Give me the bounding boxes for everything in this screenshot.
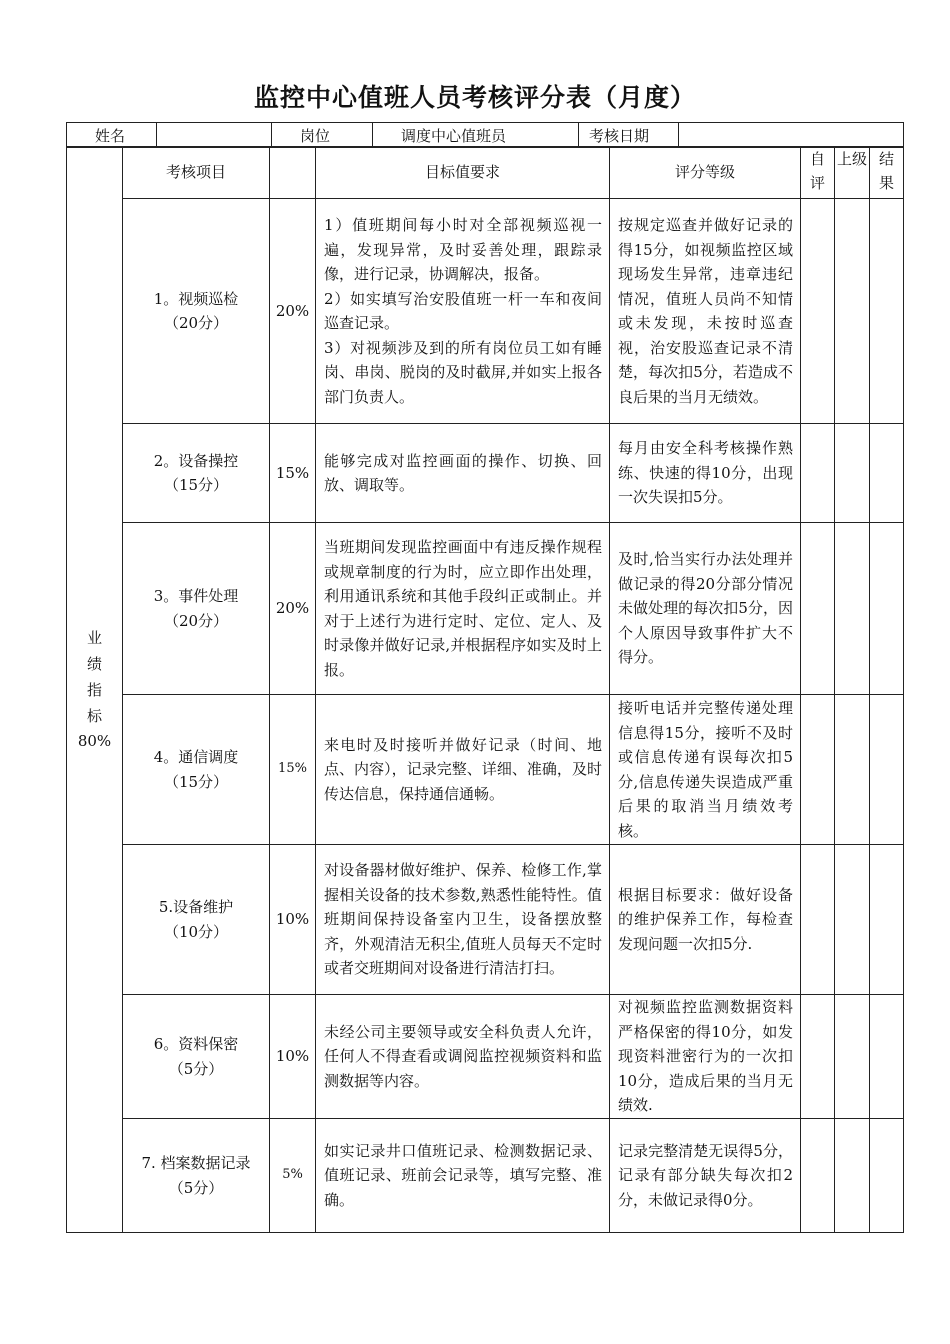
col-superior: 上级 (835, 147, 870, 199)
weight-cell: 15% (270, 695, 316, 845)
item-points: （20分） (163, 314, 229, 332)
weight-cell: 20% (270, 199, 316, 424)
superior-score-cell[interactable] (835, 995, 870, 1119)
date-label: 考核日期 (579, 123, 679, 148)
self-score-cell[interactable] (801, 523, 835, 695)
post-label: 岗位 (272, 123, 373, 148)
self-score-cell[interactable] (801, 995, 835, 1119)
self-score-cell[interactable] (801, 695, 835, 845)
table-row (67, 695, 904, 845)
category-weight: 80% (77, 732, 112, 751)
result-cell[interactable] (870, 995, 904, 1119)
item-points: （10分） (163, 922, 229, 941)
item-name: 7. 档案数据记录 (141, 1154, 251, 1172)
header-table (66, 122, 904, 148)
superior-score-cell[interactable] (835, 424, 870, 523)
item-name: 4。通信调度 (153, 748, 239, 766)
col-weight (270, 147, 316, 199)
name-field[interactable] (157, 123, 272, 148)
col-result: 结果 (870, 147, 904, 199)
item-points: （20分） (163, 611, 229, 630)
weight-cell: 10% (270, 995, 316, 1119)
result-cell[interactable] (870, 695, 904, 845)
target-cell: 来电时及时接听并做好记录（时间、地点、内容），记录完整、详细、准确，及时传达信息，保持通信通畅。 (316, 695, 610, 845)
target-cell: 能够完成对监控画面的操作、切换、回放、调取等。 (316, 424, 610, 523)
target-cell: 当班期间发现监控画面中有违反操作规程或规章制度的行为时，应立即作出处理，利用通讯系统和其他手段纠正或制止。并对于上述行为进行定时、定位、定人、及时录像并做好记录,并根据程序如实及时上报。 (316, 523, 610, 695)
superior-score-cell[interactable] (835, 523, 870, 695)
item-name: 3。事件处理 (153, 587, 239, 605)
assessment-table (66, 146, 904, 1233)
item-points: （15分） (163, 476, 229, 494)
weight-cell: 20% (270, 523, 316, 695)
table-row (67, 199, 904, 424)
grade-cell: 每月由安全科考核操作熟练、快速的得10分，出现一次失误扣5分。 (610, 424, 801, 523)
item-cell (123, 845, 270, 995)
date-field[interactable] (679, 123, 904, 148)
grade-cell: 接听电话并完整传递处理信息得15分，接听不及时或信息传递有误每次扣5分,信息传递失误造成严重后果的取消当月绩效考核。 (610, 695, 801, 845)
item-cell (123, 1119, 270, 1233)
self-score-cell[interactable] (801, 199, 835, 424)
item-name: 5.设备维护 (158, 898, 234, 916)
table-row (67, 1119, 904, 1233)
item-cell (123, 695, 270, 845)
target-cell: 对设备器材做好维护、保养、检修工作,掌握相关设备的技术参数,熟悉性能特性。值班期间保持设备室内卫生，设备摆放整齐，外观清洁无积尘,值班人员每天不定时或者交班期间对设备进行清洁打扫。 (316, 845, 610, 995)
col-target: 目标值要求 (316, 147, 610, 199)
item-cell (123, 523, 270, 695)
item-points: （5分） (168, 1059, 224, 1078)
result-cell[interactable] (870, 199, 904, 424)
grade-cell: 根据目标要求：做好设备的维护保养工作，每检查发现问题一次扣5分. (610, 845, 801, 995)
item-points: （15分） (163, 772, 229, 791)
table-row (67, 995, 904, 1119)
self-score-cell[interactable] (801, 424, 835, 523)
superior-score-cell[interactable] (835, 199, 870, 424)
weight-cell: 5% (270, 1119, 316, 1233)
page-title: 监控中心值班人员考核评分表（月度） (253, 83, 696, 112)
result-cell[interactable] (870, 845, 904, 995)
weight-cell: 15% (270, 424, 316, 523)
col-grade: 评分等级 (610, 147, 801, 199)
item-cell (123, 995, 270, 1119)
result-cell[interactable] (870, 1119, 904, 1233)
grade-cell: 及时,恰当实行办法处理并做记录的得20分部分情况未做处理的每次扣5分，因个人原因导致事件扩大不得分。 (610, 523, 801, 695)
item-name: 1。视频巡检 (153, 289, 239, 308)
item-points: （5分） (168, 1178, 224, 1197)
name-label: 姓名 (67, 123, 157, 148)
superior-score-cell[interactable] (835, 695, 870, 845)
table-row (67, 424, 904, 523)
weight-cell: 10% (270, 845, 316, 995)
self-score-cell[interactable] (801, 1119, 835, 1233)
item-name: 6。资料保密 (153, 1035, 239, 1053)
grade-cell: 对视频监控监测数据资料严格保密的得10分，如发现资料泄密行为的一次扣10分，造成后果的当月无绩效. (610, 995, 801, 1119)
target-cell: 1）值班期间每小时对全部视频巡视一遍，发现异常，及时妥善处理，跟踪录像，进行记录，协调解决，报备。 2）如实填写治安股值班一杆一车和夜间巡查记录。 3）对视频涉及到的所有岗位员工如有睡岗、串岗、脱岗的及时截屏,并如实上报各部门负责人。 (316, 199, 610, 424)
item-name: 2。设备操控 (153, 451, 239, 470)
table-row (67, 523, 904, 695)
category-cell (67, 147, 123, 1233)
self-score-cell[interactable] (801, 845, 835, 995)
item-cell (123, 424, 270, 523)
result-cell[interactable] (870, 523, 904, 695)
post-value[interactable]: 调度中心值班员 (373, 123, 579, 148)
superior-score-cell[interactable] (835, 845, 870, 995)
table-row (67, 845, 904, 995)
grade-cell: 记录完整清楚无误得5分，记录有部分缺失每次扣2分，未做记录得0分。 (610, 1119, 801, 1233)
grade-cell: 按规定巡查并做好记录的得15分，如视频监控区域现场发生异常，违章违纪情况，值班人员尚不知情或未发现，未按时巡查视，治安股巡查记录不清楚，每次扣5分，若造成不良后果的当月无绩效。 (610, 199, 801, 424)
category-name: 业绩指标 (86, 629, 102, 726)
result-cell[interactable] (870, 424, 904, 523)
target-cell: 如实记录井口值班记录、检测数据记录、值班记录、班前会记录等，填写完整、准确。 (316, 1119, 610, 1233)
target-cell: 未经公司主要领导或安全科负责人允许，任何人不得查看或调阅监控视频资料和监测数据等内容。 (316, 995, 610, 1119)
superior-score-cell[interactable] (835, 1119, 870, 1233)
column-header-row (67, 147, 904, 199)
item-cell (123, 199, 270, 424)
col-item: 考核项目 (123, 147, 270, 199)
col-self: 自评 (801, 147, 835, 199)
